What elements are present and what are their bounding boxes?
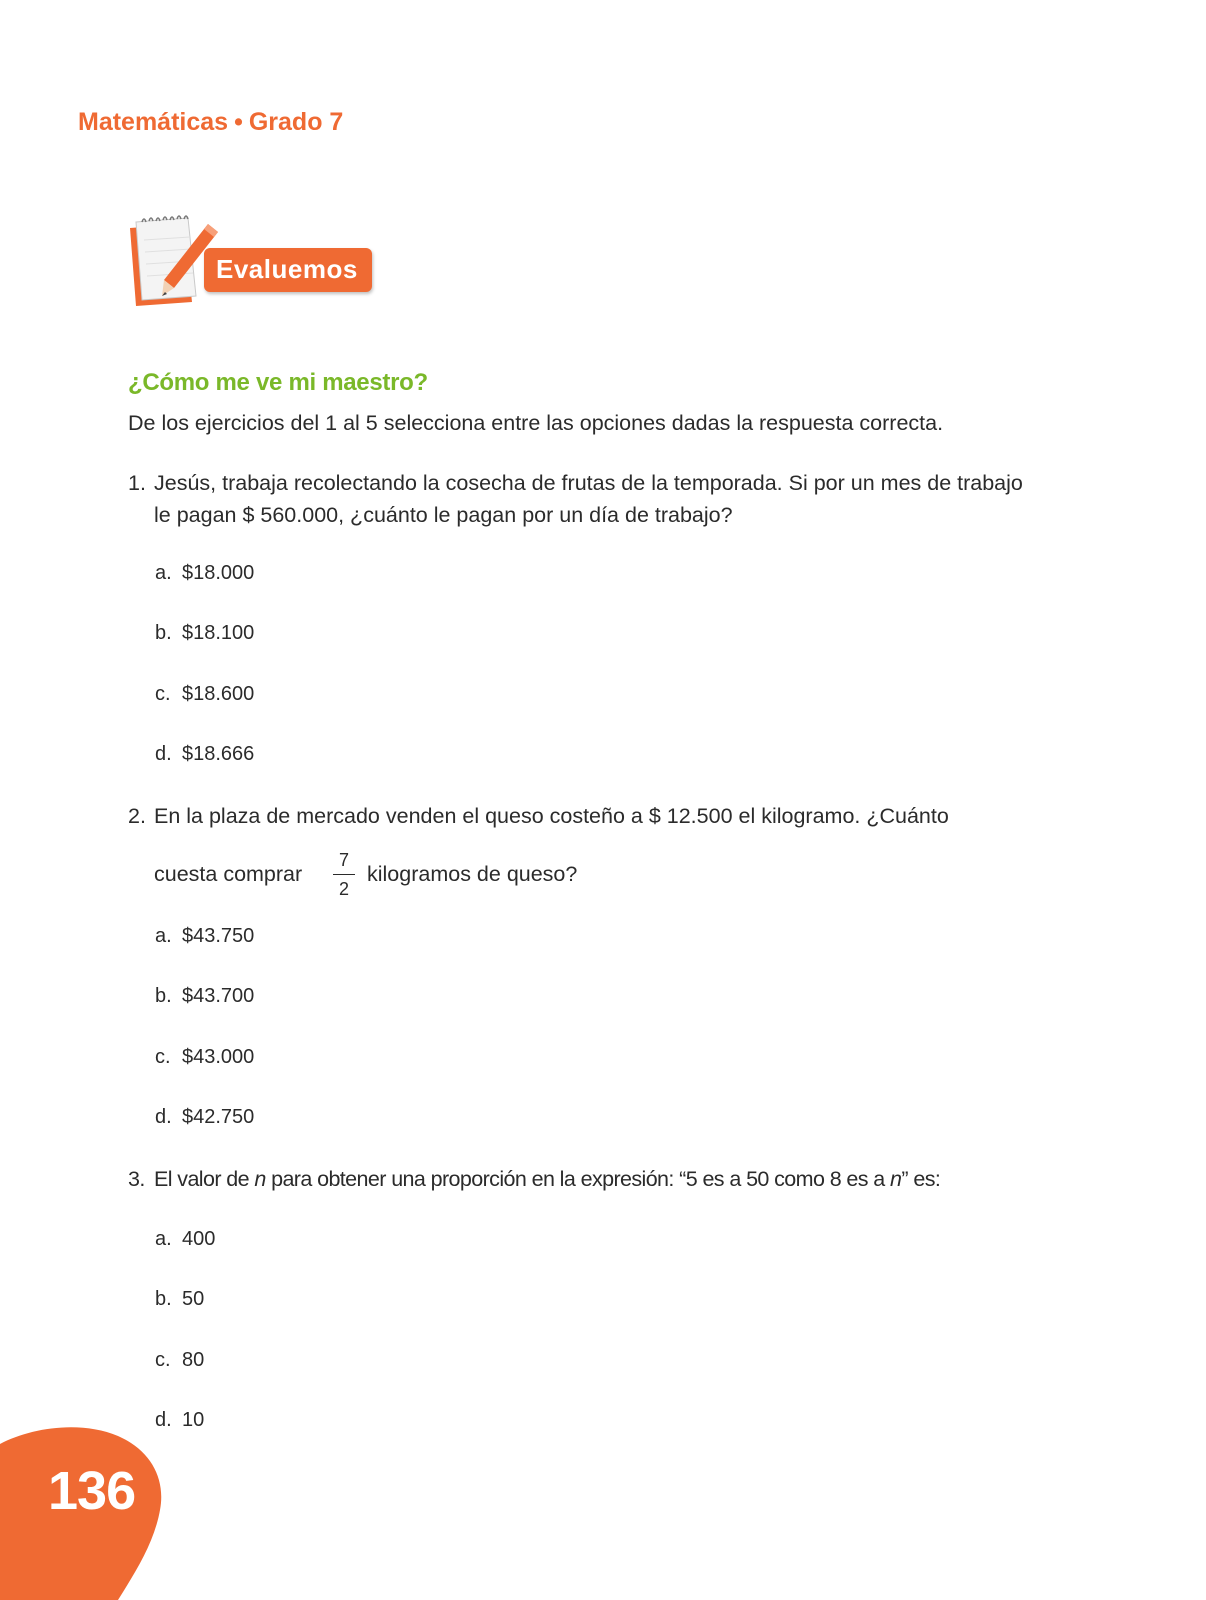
option-letter: b. [155,622,172,644]
header-grade: Grado 7 [248,108,344,136]
option-letter: d. [155,743,172,765]
question-text: En la plaza de mercado venden el queso costeño a $ 12.500 el kilogramo. ¿Cuánto [154,804,949,828]
option-value: $18.600 [182,683,255,705]
variable-n: n [890,1167,902,1191]
option-value: $43.700 [182,985,255,1007]
question-number: 2. [128,804,146,828]
fraction [330,849,358,900]
option-1a [155,562,254,585]
option-value: 80 [182,1349,205,1371]
option-letter: b. [155,985,172,1007]
question-number: 1. [128,471,146,495]
option-value: $18.666 [182,743,255,765]
variable-n: n [254,1167,266,1191]
question-text [154,1163,1034,1195]
question-text-part3: ” es: [901,1167,941,1191]
option-value: $18.100 [182,622,255,644]
evaluemos-label: Evaluemos [204,248,372,292]
option-value: 10 [182,1409,205,1431]
evaluemos-badge [122,210,372,310]
option-letter: c. [155,1349,171,1371]
option-letter: b. [155,1288,172,1310]
option-letter: d. [155,1409,172,1431]
question-text-part1: El valor de [154,1167,255,1191]
section-title: ¿Cómo me ve mi maestro? [128,369,428,396]
option-2a [155,925,254,948]
option-letter: c. [155,683,171,705]
option-letter: a. [155,925,172,947]
option-letter: a. [155,1228,172,1250]
option-3c [155,1349,204,1372]
option-2d [155,1106,254,1129]
option-value: 400 [182,1228,216,1250]
option-value: 50 [182,1288,205,1310]
question-2-text-before-fraction: cuesta comprar [154,862,303,886]
option-2b [155,985,254,1008]
option-3a [155,1228,215,1251]
option-1b [155,622,254,645]
option-3b [155,1288,204,1311]
question-text: Jesús, trabaja recolectando la cosecha de frutas de la temporada. Si por un mes de trabajo le pagan $ 560.000, ¿cuánto le pagan por un día de trabajo? [154,471,1023,527]
option-1d [155,743,254,766]
fraction-numerator: 7 [338,850,349,870]
option-letter: c. [155,1046,171,1068]
question-2-text-after-fraction: kilogramos de queso? [367,862,578,886]
page-header [78,108,343,137]
fraction-bar [333,874,355,875]
instructions: De los ejercicios del 1 al 5 selecciona entre las opciones dadas la respuesta correcta. [128,411,944,435]
option-value: $42.750 [182,1106,255,1128]
header-subject: Matemáticas [78,108,229,136]
question-text-part2: para obtener una proporción en la expresión: “5 es a 50 como 8 es a [265,1167,891,1191]
fraction-denominator: 2 [338,879,349,899]
option-value: $43.750 [182,925,255,947]
question-number: 3. [128,1167,145,1191]
option-value: $18.000 [182,562,255,584]
option-letter: a. [155,562,172,584]
option-value: $43.000 [182,1046,255,1068]
header-separator: • [234,108,243,136]
option-2c [155,1046,254,1069]
page-number: 136 [48,1461,136,1521]
option-letter: d. [155,1106,172,1128]
option-1c [155,683,254,706]
